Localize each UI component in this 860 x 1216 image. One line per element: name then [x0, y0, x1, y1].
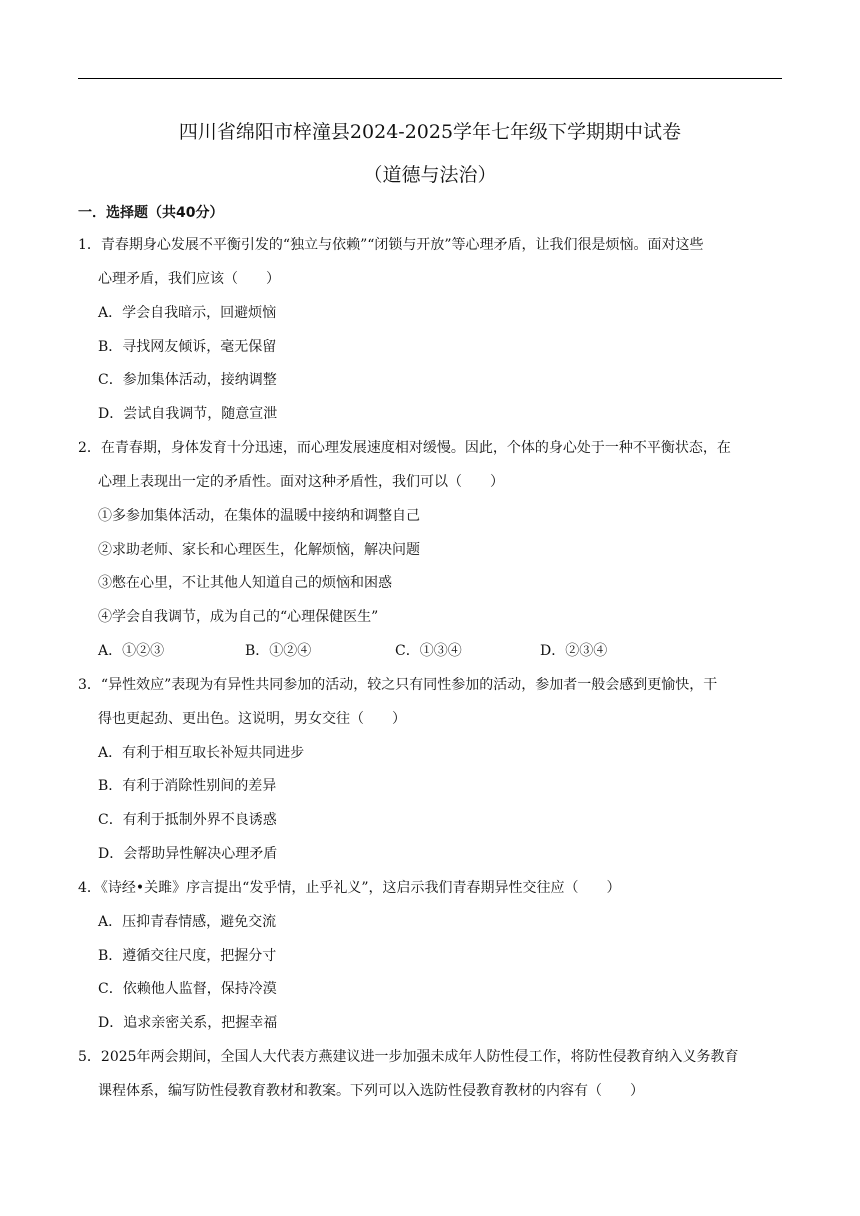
question-2-option-d: D．②③④	[540, 643, 608, 659]
section-heading: 一．选择题（共40分）	[78, 205, 224, 221]
question-2-option-a: A．①②③	[98, 643, 165, 659]
question-5-stem-line-2: 课程体系，编写防性侵教育教材和教案。下列可以入选防性侵教育教材的内容有（ ）	[98, 1083, 644, 1099]
question-1-option-d: D．尝试自我调节，随意宣泄	[98, 406, 278, 422]
question-4-option-b: B．遵循交往尺度，把握分寸	[98, 948, 277, 964]
header-rule	[78, 78, 782, 79]
question-1-stem-line-2: 心理矛盾，我们应该（ ）	[98, 271, 280, 287]
page-subtitle: （道德与法治）	[363, 164, 497, 186]
question-4-option-c: C．依赖他人监督，保持冷漠	[98, 981, 277, 997]
question-1-option-b: B．寻找网友倾诉，毫无保留	[98, 339, 277, 355]
question-3-stem-line-1: 3．“异性效应”表现为有异性共同参加的活动，较之只有同性参加的活动，参加者一般会感到更愉快，干	[78, 677, 718, 693]
question-3-option-d: D．会帮助异性解决心理矛盾	[98, 846, 278, 862]
question-2-stem-line-1: 2．在青春期，身体发育十分迅速，而心理发展速度相对缓慢。因此，个体的身心处于一种不平衡状态，在	[78, 440, 731, 456]
question-4-option-d: D．追求亲密关系，把握幸福	[98, 1015, 278, 1031]
question-2-statement-2: ②求助老师、家长和心理医生，化解烦恼，解决问题	[98, 542, 420, 558]
question-4-option-a: A．压抑青春情感，避免交流	[98, 914, 277, 930]
question-2-statement-4: ④学会自我调节，成为自己的“心理保健医生”	[98, 609, 379, 625]
question-3-option-c: C．有利于抵制外界不良诱惑	[98, 812, 277, 828]
question-2-option-c: C．①③④	[395, 643, 462, 659]
question-1-stem-line-1: 1．青春期身心发展不平衡引发的“独立与依赖”“闭锁与开放”等心理矛盾，让我们很是烦恼。面对这些	[78, 237, 704, 253]
question-4-stem-line-1: 4．《诗经•关雎》序言提出“发乎情，止乎礼义”，这启示我们青春期异性交往应（ ）	[78, 880, 621, 896]
question-3-option-b: B．有利于消除性别间的差异	[98, 778, 277, 794]
page-title: 四川省绵阳市梓潼县2024-2025学年七年级下学期期中试卷	[178, 121, 682, 143]
question-3-stem-line-2: 得也更起劲、更出色。这说明，男女交往（ ）	[98, 711, 406, 727]
question-2-statement-1: ①多参加集体活动，在集体的温暖中接纳和调整自己	[98, 508, 420, 524]
question-2-stem-line-2: 心理上表现出一定的矛盾性。面对这种矛盾性，我们可以（ ）	[98, 474, 504, 490]
question-3-option-a: A．有利于相互取长补短共同进步	[98, 745, 305, 761]
question-2-statement-3: ③憋在心里，不让其他人知道自己的烦恼和困惑	[98, 575, 392, 591]
question-5-stem-line-1: 5．2025年两会期间，全国人大代表方燕建议进一步加强未成年人防性侵工作，将防性侵教育纳入义务教育	[78, 1049, 739, 1065]
question-1-option-c: C．参加集体活动，接纳调整	[98, 372, 277, 388]
question-1-option-a: A．学会自我暗示，回避烦恼	[98, 305, 277, 321]
question-2-option-b: B．①②④	[245, 643, 312, 659]
